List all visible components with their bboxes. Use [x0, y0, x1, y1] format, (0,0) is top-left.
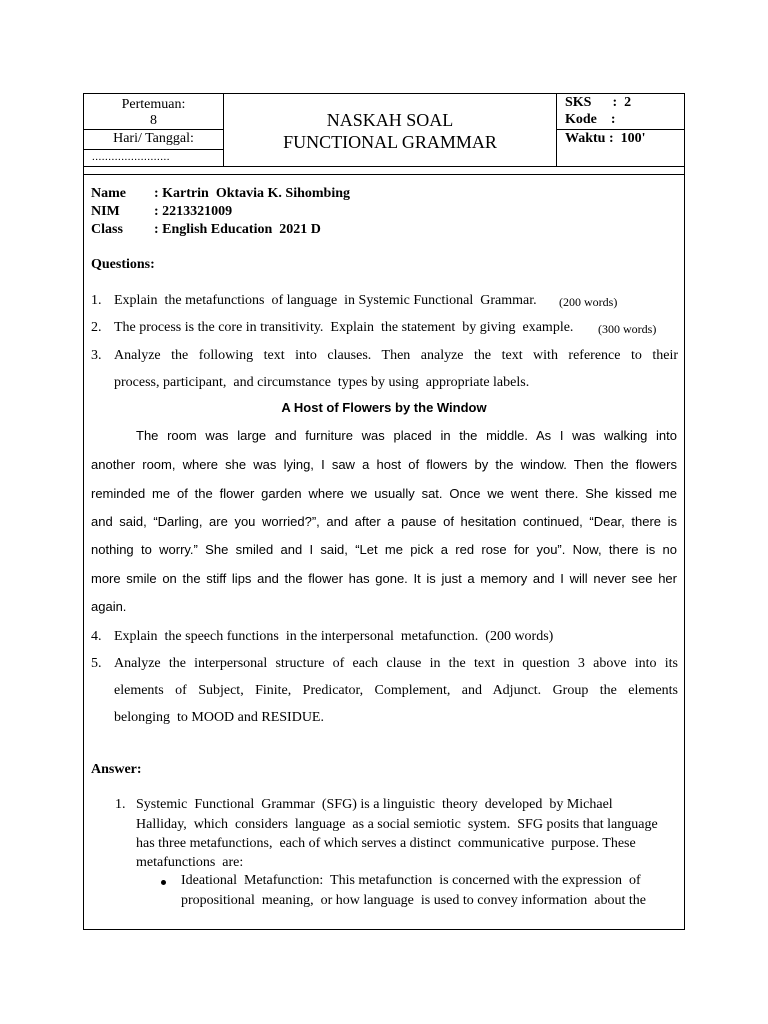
sks-field: SKS : 2 [565, 95, 632, 110]
answer-line: Systemic Functional Grammar (SFG) is a linguistic theory developed by Michael [136, 797, 613, 812]
question-2-word-count: (300 words) [598, 322, 657, 336]
name-value: : Kartrin Oktavia K. Sihombing [154, 186, 351, 201]
hari-label: Hari/ Tanggal: [113, 131, 194, 146]
answer-line: has three metafunctions, each of which serves a distinct communicative purpose. These [136, 836, 636, 851]
story-line: another room, where she was lying, I saw a host of flowers by the window. Then the flowers [91, 457, 677, 472]
question-5-line: Analyze the interpersonal structure of each clause in the text in question 3 above into its [114, 656, 678, 671]
exam-sheet [83, 93, 685, 930]
waktu-field: Waktu : 100' [565, 131, 646, 146]
course-title: FUNCTIONAL GRAMMAR [283, 132, 497, 152]
story-line: reminded me of the flower garden where we usually sat. Once we went there. She kissed me [91, 486, 677, 501]
question-number: 5. [91, 656, 102, 671]
story-line: nothing to worry.” She smiled and I said, “Let me pick a red rose for you”. Now, there is no [91, 542, 677, 557]
answer-number: 1. [115, 797, 126, 812]
class-value: : English Education 2021 D [154, 222, 321, 237]
question-3-line: process, participant, and circumstance types by using appropriate labels. [114, 375, 530, 390]
answer-heading: Answer: [91, 762, 142, 777]
story-line: more smile on the stiff lips and the flower has gone. It is just a memory and I will never see her [91, 571, 677, 586]
document-title: NASKAH SOAL [326, 110, 454, 130]
question-number: 1. [91, 293, 102, 308]
story-line: again. [91, 599, 127, 614]
question-5-line: belonging to MOOD and RESIDUE. [114, 710, 324, 725]
pertemuan-label: Pertemuan: [121, 97, 186, 112]
bullet-line: propositional meaning, or how language is used to convey information about the [181, 893, 647, 908]
answer-line: Halliday, which considers language as a social semiotic system. SFG posits that language [136, 817, 658, 832]
nim-label: NIM [91, 204, 120, 219]
question-number: 4. [91, 629, 102, 644]
question-2-text: The process is the core in transitivity. Explain the statement by giving example. [114, 320, 574, 335]
story-line: and said, “Darling, are you worried?”, and after a pause of hesitation continued, “Dear, there is [91, 514, 677, 529]
cell-divider [557, 129, 685, 130]
cell-divider [84, 129, 223, 130]
class-label: Class [91, 222, 123, 237]
questions-heading: Questions: [91, 257, 155, 272]
header-table [84, 94, 684, 167]
bullet-line: Ideational Metafunction: This metafunction is concerned with the expression of [181, 873, 641, 888]
pertemuan-value: 8 [150, 113, 157, 128]
course-info-cell [556, 94, 685, 166]
question-number: 3. [91, 348, 102, 363]
name-label: Name [91, 186, 126, 201]
answer-line: metafunctions are: [136, 855, 244, 870]
nim-value: : 2213321009 [154, 204, 233, 219]
bullet-icon [161, 880, 166, 885]
story-title: A Host of Flowers by the Window [281, 400, 487, 415]
hari-value: ........................ [92, 151, 170, 163]
cell-divider [84, 149, 223, 150]
kode-field: Kode : [565, 112, 616, 127]
question-4-text: Explain the speech functions in the interpersonal metafunction. (200 words) [114, 629, 554, 644]
header-rule [84, 174, 684, 175]
question-1-word-count: (200 words) [559, 295, 618, 309]
meeting-cell [84, 94, 224, 166]
question-5-line: elements of Subject, Finite, Predicator, Complement, and Adjunct. Group the elements [114, 683, 678, 698]
question-3-line: Analyze the following text into clauses. Then analyze the text with reference to their [114, 348, 678, 363]
story-line: The room was large and furniture was placed in the middle. As I was walking into [136, 428, 677, 443]
question-number: 2. [91, 320, 102, 335]
question-1-text: Explain the metafunctions of language in Systemic Functional Grammar. [114, 293, 537, 308]
